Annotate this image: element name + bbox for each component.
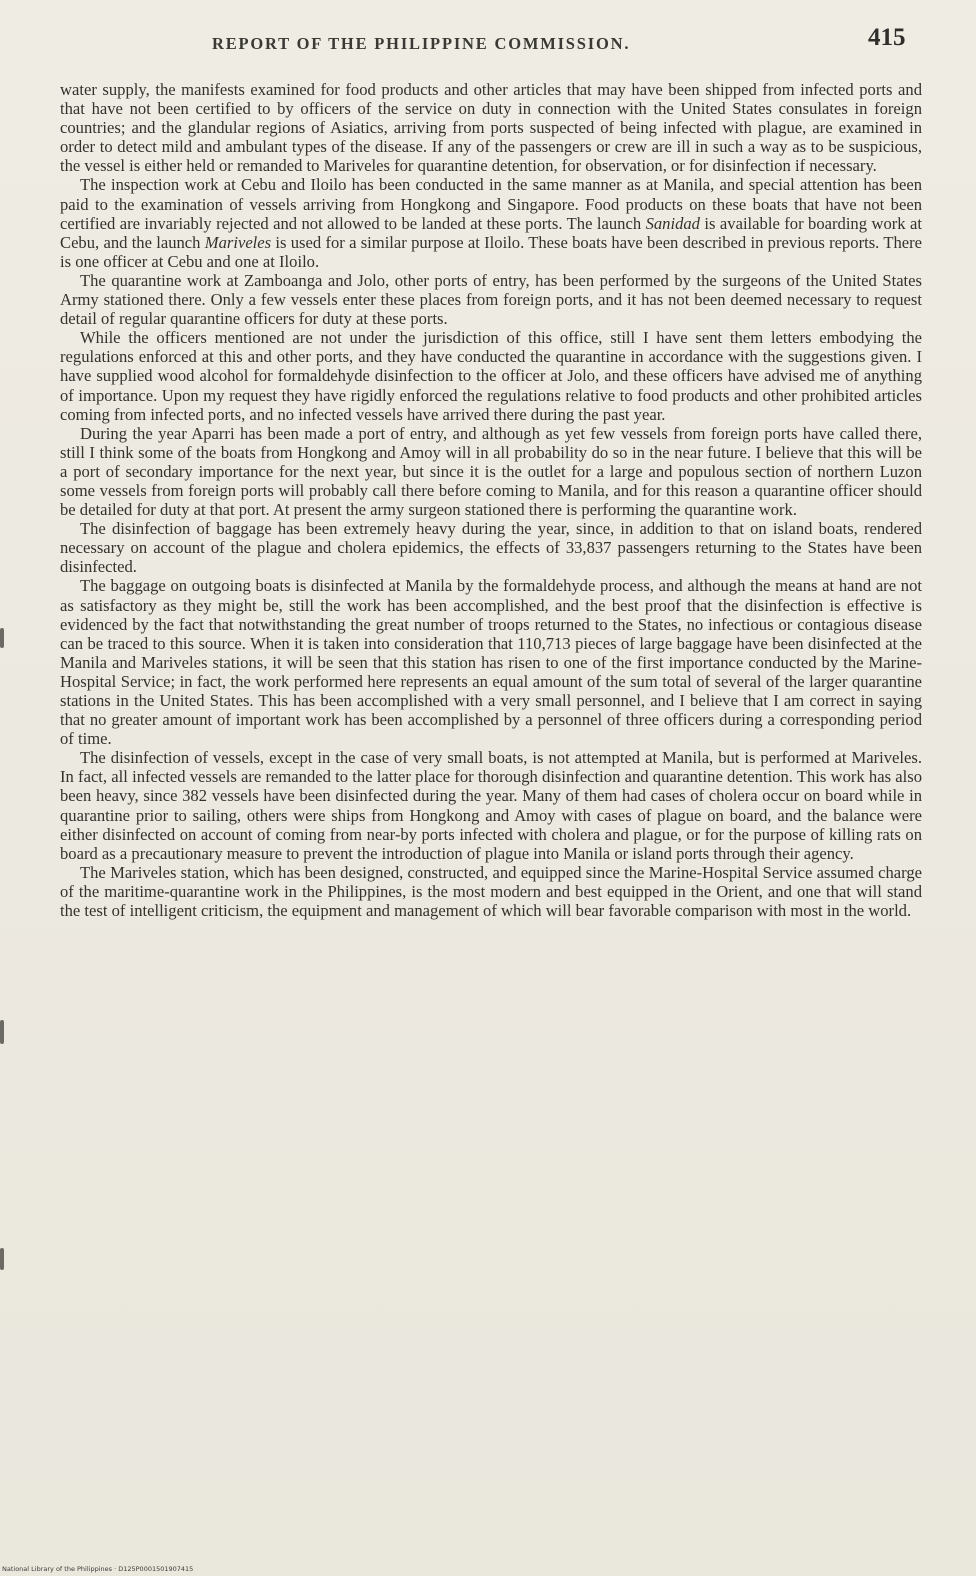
paragraph-text: is available for boarding work at Cebu, and the launch bbox=[60, 213, 922, 252]
running-head: REPORT OF THE PHILIPPINE COMMISSION. bbox=[212, 34, 631, 53]
paragraph-text: is used for a similar purpose at Iloilo. These boats have been described in previous reports. There is one officer at Cebu and one at Iloilo. bbox=[60, 232, 923, 271]
page-number: 415 bbox=[868, 24, 906, 51]
paragraph-text: The disinfection of baggage has been extremely heavy during the year, since, in addition to that on island boats, rendered necessary on account of the plague and cholera epidemics, the effects of 33,837 passengers returning to the States have been disinfected. bbox=[60, 519, 922, 577]
paragraph-text: The quarantine work at Zamboanga and Jolo, other ports of entry, has been performed by the surgeons of the United States Army stationed there. Only a few vessels enter these places from foreign ports, and it has not been deemed necessary to request detail of regular quarantine officers for duty at these ports. bbox=[60, 270, 922, 329]
paragraph-3 bbox=[60, 271, 922, 328]
paragraph-5 bbox=[60, 424, 922, 519]
paragraph-text: During the year Aparri has been made a port of entry, and although as yet few vessels from foreign ports have called there, still I think some of the boats from Hongkong and Amoy will in all probability do so in the near future. I believe that this will be a port of secondary importance for the next year, but since it is the outlet for a large and populous section of northern Luzon some vessels from foreign ports will probably call there before coming to Manila, and for this reason a quarantine officer should be detailed for duty at that port. At present the army surgeon stationed there is performing the quarantine work. bbox=[60, 423, 922, 520]
paragraph-text: The disinfection of vessels, except in the case of very small boats, is not attempted at Manila, but is performed at Mariveles. In fact, all infected vessels are remanded to the latter place for thorough disinfection and quarantine detention. This work has also been heavy, since 382 vessels have been disinfected during the year. Many of them had cases of cholera occur on board while in quarantine prior to sailing, others were ships from Hongkong and Amoy with cases of plague on board, and the balance were either disinfected on account of coming from near-by ports infected with cholera and plague, or for the purpose of killing rats on board as a precautionary measure to prevent the introduction of plague into Manila or island ports through their agency. bbox=[60, 748, 922, 863]
scan-credit: National Library of the Philippines · D125P0001501907415 bbox=[2, 1565, 194, 1573]
paragraph-2 bbox=[60, 175, 922, 270]
paragraph-text: The inspection work at Cebu and Iloilo has been conducted in the same manner as at Manila, and special attention has been paid to the examination of vessels arriving from Hongkong and Singapore. Food products on these boats that have not been certified are invariably rejected and not allowed to be landed at these ports. The launch bbox=[60, 175, 922, 233]
binding-mark bbox=[0, 628, 4, 648]
paragraph-text: The baggage on outgoing boats is disinfected at Manila by the formaldehyde process, and although the means at hand are not as satisfactory as they might be, still the work has been accomplished, and the best proof that the disinfection is effective is evidenced by the fact that notwithstanding the great number of troops returned to the States, no infectious or contagious disease can be traced to this source. When it is taken into consideration that 110,713 pieces of large baggage have been disinfected at the Manila and Mariveles stations, it will be seen that this station has risen to one of the first importance conducted by the Marine-Hospital Service; in fact, the work performed here represents an equal amount of the sum total of several of the larger quarantine stations in the United States. This has been accomplished with a very small personnel, and I believe that I am correct in saying that no greater amount of important work has been accomplished by a personnel of three officers during a corresponding period of time. bbox=[60, 576, 922, 749]
paragraph-8 bbox=[60, 748, 922, 863]
binding-mark bbox=[0, 1248, 4, 1270]
binding-mark bbox=[0, 1020, 4, 1044]
paragraph-6 bbox=[60, 519, 922, 576]
paragraph-1 bbox=[60, 80, 922, 175]
paragraph-7 bbox=[60, 576, 922, 748]
paragraph-9 bbox=[60, 863, 922, 920]
paragraph-text: water supply, the manifests examined for food products and other articles that may have been shipped from infected ports and that have not been certified to by officers of the service on duty in connection with the United States consulates in foreign countries; and the glandular regions of Asiatics, arriving from ports suspected of being infected with plague, are examined in order to detect mild and ambulant types of the disease. If any of the passengers or crew are ill in such a way as to be suspicious, the vessel is either held or remanded to Mariveles for quarantine detention, for observation, or for disinfection if necessary. bbox=[60, 80, 922, 176]
paragraph-text: While the officers mentioned are not under the jurisdiction of this office, still I have sent them letters embodying the regulations enforced at this and other ports, and they have conducted the quarantine in accordance with the suggestions given. I have supplied wood alcohol for formaldehyde disinfection to the officer at Jolo, and these officers have advised me of anything of importance. Upon my request they have rigidly enforced the regulations relative to food products and other prohibited articles coming from infected ports, and no infected vessels have arrived there during the past year. bbox=[60, 328, 922, 424]
paragraph-text: The Mariveles station, which has been designed, constructed, and equipped since the Marine-Hospital Service assumed charge of the maritime-quarantine work in the Philippines, is the most modern and best equipped in the Orient, and one that will stand the test of intelligent criticism, the equipment and management of which will bear favorable comparison with most in the world. bbox=[60, 862, 922, 921]
page-header bbox=[0, 22, 976, 62]
paragraph-4 bbox=[60, 328, 922, 423]
vessel-name-sanidad: Sanidad bbox=[645, 213, 700, 233]
vessel-name-mariveles: Mariveles bbox=[204, 232, 272, 252]
body-text bbox=[60, 80, 922, 920]
